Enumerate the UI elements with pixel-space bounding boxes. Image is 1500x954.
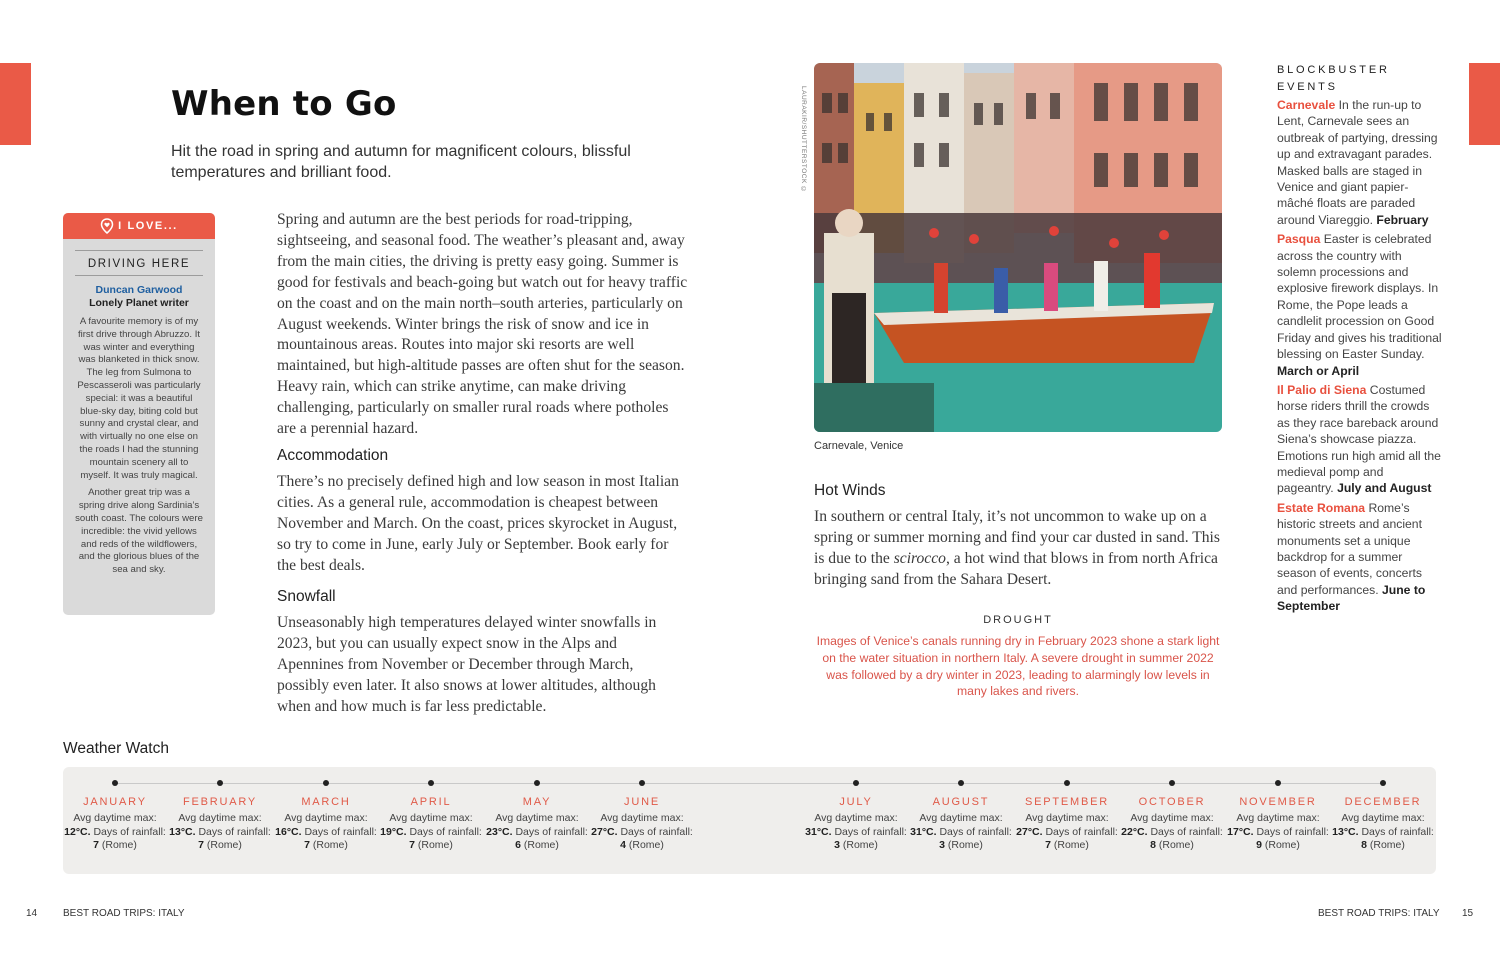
weather-watch-title: Weather Watch (63, 740, 169, 757)
month-temp: 13°C. (1332, 825, 1359, 838)
month-place: (Rome) (206, 839, 242, 851)
month-rain: 3 (834, 839, 840, 851)
month-stats (1332, 812, 1434, 853)
avg-label: Avg daytime max: (1025, 812, 1109, 824)
map-pin-heart-icon (100, 218, 114, 234)
right-running-title: BEST ROAD TRIPS: ITALY (1318, 908, 1440, 919)
rain-label: Days of rainfall: (1045, 825, 1118, 838)
month-rain: 7 (93, 839, 99, 851)
month-stats (591, 812, 693, 853)
month-name: APRIL (410, 796, 452, 808)
carnevale-photo (814, 63, 1222, 432)
photo-credit: LAURAKIR/SHUTTERSTOCK © (800, 86, 807, 194)
weather-month (591, 780, 693, 853)
timeline-dot (1169, 780, 1175, 786)
rain-label: Days of rainfall: (198, 825, 271, 838)
timeline-dot (639, 780, 645, 786)
month-place: (Rome) (842, 839, 878, 851)
timeline-dot (958, 780, 964, 786)
left-edge-tab (0, 63, 31, 145)
month-name: MAY (522, 796, 552, 808)
carnevale-photo-illustration (814, 63, 1222, 432)
timeline-dot (534, 780, 540, 786)
month-stats (1227, 812, 1329, 853)
month-name: NOVEMBER (1239, 796, 1317, 808)
month-stats (1121, 812, 1223, 853)
month-name: DECEMBER (1344, 796, 1422, 808)
month-stats (1016, 812, 1118, 853)
weather-month (275, 780, 377, 853)
rain-label: Days of rainfall: (93, 825, 166, 838)
month-rain: 7 (198, 839, 204, 851)
timeline-dot (853, 780, 859, 786)
avg-label: Avg daytime max: (1130, 812, 1214, 824)
month-rain: 7 (304, 839, 310, 851)
month-stats (486, 812, 588, 853)
hot-winds-scirocco: scirocco (893, 549, 946, 567)
avg-label: Avg daytime max: (73, 812, 157, 824)
love-paragraph-1: A favourite memory is of my first drive through Abruzzo. It was winter and everything was blanketed in thick snow. The leg from Sulmona to Pescasseroli was particularly special: it was a beautiful blue-sky day, biting cold but sunny and crystal clear, and with virtually no one else on the roads I had the stunning mountain scenery all to myself. It was truly magical. (77, 316, 201, 481)
drought-heading: DROUGHT (983, 614, 1053, 626)
weather-month (910, 780, 1012, 853)
event-name: Pasqua (1277, 232, 1321, 247)
i-love-section-title: DRIVING HERE (75, 250, 203, 276)
hot-winds-heading: Hot Winds (814, 482, 886, 499)
month-place: (Rome) (523, 839, 559, 851)
timeline-dot (112, 780, 118, 786)
event-item (1277, 231, 1442, 379)
event-item (1277, 500, 1442, 615)
month-rain: 9 (1256, 839, 1262, 851)
blockbuster-events (1277, 62, 1442, 618)
event-name: Carnevale (1277, 98, 1336, 112)
month-name: MARCH (301, 796, 351, 808)
avg-label: Avg daytime max: (1341, 812, 1425, 824)
event-text: Costumed horse riders thrill the crowds as they race bareback around Siena’s showcase piazza. Emotions run high amid all the medieval pomp and pageantry. (1277, 382, 1441, 496)
month-temp: 19°C. (380, 825, 407, 838)
weather-month (1016, 780, 1118, 853)
weather-month (380, 780, 482, 853)
month-place: (Rome) (1053, 839, 1089, 851)
accommodation-text: There’s no precisely defined high and low season in most Italian cities. As a general rule, accommodation is cheapest between November and March. On the coast, prices skyrocket in August, so try to come in June, early July or September. Book early for the best deals. (277, 473, 679, 574)
rain-label: Days of rainfall: (620, 825, 693, 838)
snowfall-heading: Snowfall (277, 588, 336, 605)
month-rain: 8 (1361, 839, 1367, 851)
timeline-dot (1380, 780, 1386, 786)
month-name: OCTOBER (1138, 796, 1206, 808)
month-rain: 8 (1150, 839, 1156, 851)
snowfall-text: Unseasonably high temperatures delayed winter snowfalls in 2023, but you can usually expect snow in the Alps and Apennines from November or December through March, possibly even later. It also snows at lower altitudes, although when and how much is far less predictable. (277, 614, 657, 715)
event-name: Il Palio di Siena (1277, 382, 1367, 397)
month-rain: 7 (1045, 839, 1051, 851)
month-stats (910, 812, 1012, 853)
timeline-dot (217, 780, 223, 786)
rain-label: Days of rainfall: (939, 825, 1012, 838)
event-text: Easter is celebrated across the country with solemn processions and explosive firework displays. In Rome, the Pope leads a candlelit procession on Good Friday and gives his traditional blessing on Easter Sunday. (1277, 232, 1442, 362)
month-name: JANUARY (83, 796, 147, 808)
intro-text: Hit the road in spring and autumn for magnificent colours, blissful temperatures and brilliant food. (171, 143, 631, 181)
month-temp: 23°C. (486, 825, 513, 838)
left-page-number: 14 (26, 908, 38, 919)
weather-month (169, 780, 271, 853)
right-page-number: 15 (1462, 908, 1474, 919)
month-place: (Rome) (1369, 839, 1405, 851)
left-running-title: BEST ROAD TRIPS: ITALY (63, 908, 185, 919)
author-name: Duncan Garwood (95, 284, 183, 296)
month-name: JULY (839, 796, 873, 808)
timeline-dot (428, 780, 434, 786)
month-temp: 13°C. (169, 825, 196, 838)
weather-month (486, 780, 588, 853)
i-love-sidebar (63, 213, 215, 615)
i-love-label: I LOVE... (118, 220, 178, 232)
month-place: (Rome) (417, 839, 453, 851)
month-place: (Rome) (312, 839, 348, 851)
weather-month (1121, 780, 1223, 853)
month-place: (Rome) (628, 839, 664, 851)
month-temp: 16°C. (275, 825, 302, 838)
event-date: February (1376, 212, 1429, 227)
month-rain: 7 (409, 839, 415, 851)
weather-panel (63, 767, 1436, 874)
month-name: JUNE (624, 796, 660, 808)
main-paragraph: Spring and autumn are the best periods for road-tripping, sightseeing, and seasonal food. The weather’s pleasant and, away from the main cities, the driving is pretty easy going. Summer is good for festivals and beach-going but watch out for heavy traffic on the coast and on the main north–south arteries, particularly on August weekends. Winter brings the risk of snow and ice in mountainous areas. Routes into major ski resorts are well maintained, but high-altitude passes are often shut for the season. Heavy rain, which can strike anytime, can make driving challenging, particularly on smaller rural roads where potholes are a perennial hazard. (277, 211, 688, 438)
month-temp: 31°C. (805, 825, 832, 838)
month-stats (169, 812, 271, 853)
event-date: July and August (1337, 481, 1432, 496)
weather-month (1227, 780, 1329, 853)
rain-label: Days of rainfall: (834, 825, 907, 838)
month-stats (64, 812, 166, 853)
month-stats (805, 812, 907, 853)
timeline-dot (1064, 780, 1070, 786)
page-title: When to Go (171, 84, 397, 124)
hot-winds-text-b: , a hot wind that blows in from north Africa bringing sand from the Sahara Desert. (814, 549, 1218, 588)
avg-label: Avg daytime max: (919, 812, 1003, 824)
event-text: Rome’s historic streets and ancient monuments set a unique backdrop for a summer season of events, concerts and performances. (1277, 500, 1422, 597)
month-name: FEBRUARY (182, 796, 258, 808)
rain-label: Days of rainfall: (515, 825, 588, 838)
month-temp: 12°C. (64, 825, 91, 838)
photo-caption: Carnevale, Venice (814, 440, 904, 452)
month-temp: 27°C. (1016, 825, 1043, 838)
avg-label: Avg daytime max: (495, 812, 579, 824)
rain-label: Days of rainfall: (304, 825, 377, 838)
month-place: (Rome) (947, 839, 983, 851)
avg-label: Avg daytime max: (1236, 812, 1320, 824)
month-temp: 22°C. (1121, 825, 1148, 838)
hot-winds-text-a: In southern or central Italy, it’s not uncommon to wake up on a spring or summer morning and find your car dusted in sand. This is due to the (814, 508, 1220, 567)
month-temp: 27°C. (591, 825, 618, 838)
avg-label: Avg daytime max: (178, 812, 262, 824)
event-name: Estate Romana (1277, 500, 1366, 515)
i-love-header (63, 213, 215, 239)
timeline-dot (1275, 780, 1281, 786)
month-name: AUGUST (932, 796, 990, 808)
rain-label: Days of rainfall: (409, 825, 482, 838)
month-place: (Rome) (101, 839, 137, 851)
month-place: (Rome) (1264, 839, 1300, 851)
month-rain: 6 (515, 839, 521, 851)
month-name: SEPTEMBER (1024, 796, 1110, 808)
avg-label: Avg daytime max: (814, 812, 898, 824)
event-item (1277, 97, 1442, 228)
drought-text: Images of Venice’s canals running dry in February 2023 shone a stark light on the water situation in northern Italy. A severe drought in summer 2022 was followed by a dry winter in 2023, leading to alarmingly low levels in many lakes and rivers. (816, 634, 1220, 699)
hot-winds-text (814, 507, 1226, 591)
author-role: Lonely Planet writer (89, 297, 189, 309)
rain-label: Days of rainfall: (1361, 825, 1434, 838)
weather-month (1332, 780, 1434, 853)
avg-label: Avg daytime max: (284, 812, 368, 824)
right-edge-tab (1469, 63, 1500, 145)
timeline-dot (323, 780, 329, 786)
month-temp: 17°C. (1227, 825, 1254, 838)
rain-label: Days of rainfall: (1150, 825, 1223, 838)
accommodation-heading: Accommodation (277, 447, 389, 464)
events-heading: BLOCKBUSTER EVENTS (1277, 64, 1390, 93)
avg-label: Avg daytime max: (600, 812, 684, 824)
month-rain: 3 (939, 839, 945, 851)
love-paragraph-2: Another great trip was a spring drive along Sardinia’s south coast. The colours were incredible: the vivid yellows and reds of the wildflowers, and the glorious blues of the sea and sky. (75, 487, 203, 576)
month-rain: 4 (620, 839, 626, 851)
event-item (1277, 382, 1442, 497)
month-temp: 31°C. (910, 825, 937, 838)
event-date: June to September (1277, 582, 1426, 614)
event-date: March or April (1277, 363, 1360, 378)
weather-month (805, 780, 907, 853)
avg-label: Avg daytime max: (389, 812, 473, 824)
event-text: In the run-up to Lent, Carnevale sees an outbreak of partying, dressing up and extravagant parades. Masked balls are staged in Venice and giant papier-mâché floats are paraded around Viareggio. (1277, 98, 1438, 227)
weather-month (64, 780, 166, 853)
month-place: (Rome) (1158, 839, 1194, 851)
month-stats (275, 812, 377, 853)
month-stats (380, 812, 482, 853)
rain-label: Days of rainfall: (1256, 825, 1329, 838)
